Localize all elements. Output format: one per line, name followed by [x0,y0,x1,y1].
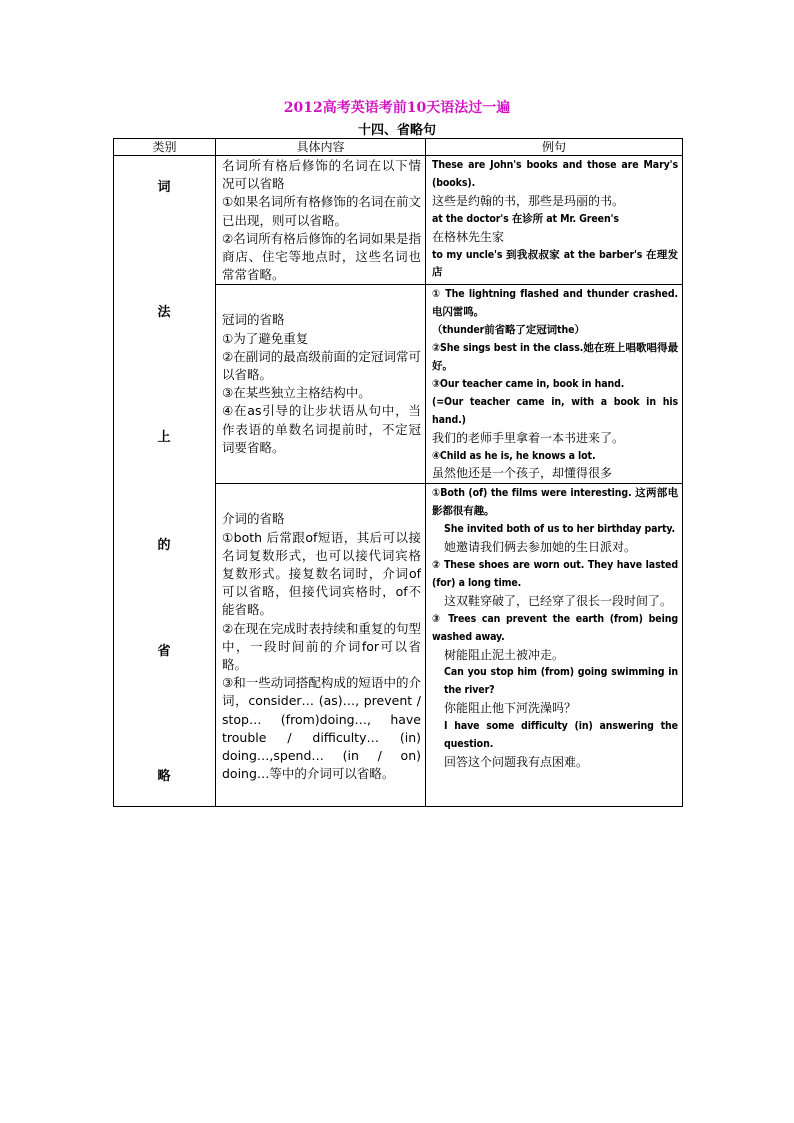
content-text: 介词的省略 [222,511,285,527]
category-char: 上 [157,430,171,445]
example-text: 这些是约翰的书，那些是玛丽的书。 [432,193,625,208]
example-text: 她邀请我们俩去参加她的生日派对。 [444,540,637,555]
content-text: ①如果名词所有格修饰的名词在前文已出现，则可以省略。 [222,194,421,228]
content-text: ③和一些动词搭配构成的短语中的介词，consider… (as)…, prevent / stop… (from)doing…, have trouble / difficulty… (in) doing…,spend… (in / on) doing…等中的介词可以省略。 [222,675,421,782]
example-text: 回答这个问题我有点困难。 [444,754,589,769]
example-text: 在格林先生家 [432,229,505,244]
content-cell [216,156,426,285]
example-text: ③ Trees can prevent the earth (from) being washed away. [432,612,678,643]
category-char: 词 [157,180,171,195]
examples-cell [426,285,683,484]
content-text: ②在副词的最高级前面的定冠词常可以省略。 [222,348,421,383]
example-text: I have some difficulty (in) answering the question. [444,720,678,751]
grammar-table [113,138,683,807]
content-cell [216,484,426,807]
content-text: ②在现在完成时表持续和重复的句型中，一段时间前的介词for可以省略。 [222,620,421,673]
table-header-row [114,139,683,156]
category-char: 略 [157,769,171,784]
content-text: ③在某些独立主格结构中。 [222,385,371,401]
example-text: 你能阻止他下河洗澡吗？ [444,701,577,716]
example-text: at the doctor's 在诊所 at Mr. Green's [432,212,619,225]
header-category: 类别 [114,139,216,156]
category-cell [114,156,216,807]
content-text: ①为了避免重复 [222,330,309,346]
examples-cell [426,156,683,285]
content-text: ①both 后常跟of短语，其后可以接名词复数形式，也可以接代词宾格复数形式。接复数名词时，介词of可以省略，但接代词宾格时，of不能省略。 [222,529,421,618]
example-text: ① The lightning flashed and thunder crashed.电闪雷鸣。 [432,288,678,319]
example-text: 虽然他还是一个孩子，却懂得很多 [432,466,613,481]
example-text: ①Both (of) the films were interesting. 这两部电影都很有趣。 [432,487,678,518]
page-title: 2012高考英语考前10天语法过一遍 [283,100,511,116]
example-text: She invited both of us to her birthday party. [444,523,675,536]
example-text: ③Our teacher came in, book in hand. [432,377,625,390]
example-text: Can you stop him (from) going swimming in the river? [444,666,678,697]
example-text: （thunder前省略了定冠词the） [432,324,585,337]
example-text: 这双鞋穿破了，已经穿了很长一段时间了。 [444,593,673,608]
examples-cell [426,484,683,807]
example-text: 树能阻止泥土被冲走。 [444,647,565,662]
header-examples: 例句 [426,139,683,156]
category-char: 的 [157,538,171,553]
example-text: ② These shoes are worn out. They have lasted (for) a long time. [432,559,678,589]
table-row [114,156,683,285]
content-text: ④在as引导的让步状语从句中，当作表语的单数名词提前时，不定冠词要省略。 [222,403,421,455]
example-text: ④Child as he is, he knows a lot. [432,449,596,462]
example-text: ②She sings best in the class.她在班上唱歌唱得最好。 [432,342,678,373]
example-text: 我们的老师手里拿着一本书进来了。 [432,430,625,445]
content-text: 名词所有格后修饰的名词在以下情况可以省略 [222,158,421,192]
content-text: 冠词的省略 [222,312,285,328]
header-content: 具体内容 [216,139,426,156]
example-text: These are John's books and those are Mary's (books). [432,159,678,189]
category-char: 法 [157,305,171,320]
example-text: (=Our teacher came in, with a book in his hand.) [432,395,678,426]
category-char: 省 [157,644,171,659]
content-cell [216,285,426,484]
content-text: ②名词所有格后修饰的名词如果是指商店、住宅等地点时，这些名词也常常省略。 [222,230,421,283]
section-title: 十四、省略句 [357,123,436,138]
example-text: to my uncle's 到我叔叔家 at the barber's 在理发店 [432,248,678,279]
